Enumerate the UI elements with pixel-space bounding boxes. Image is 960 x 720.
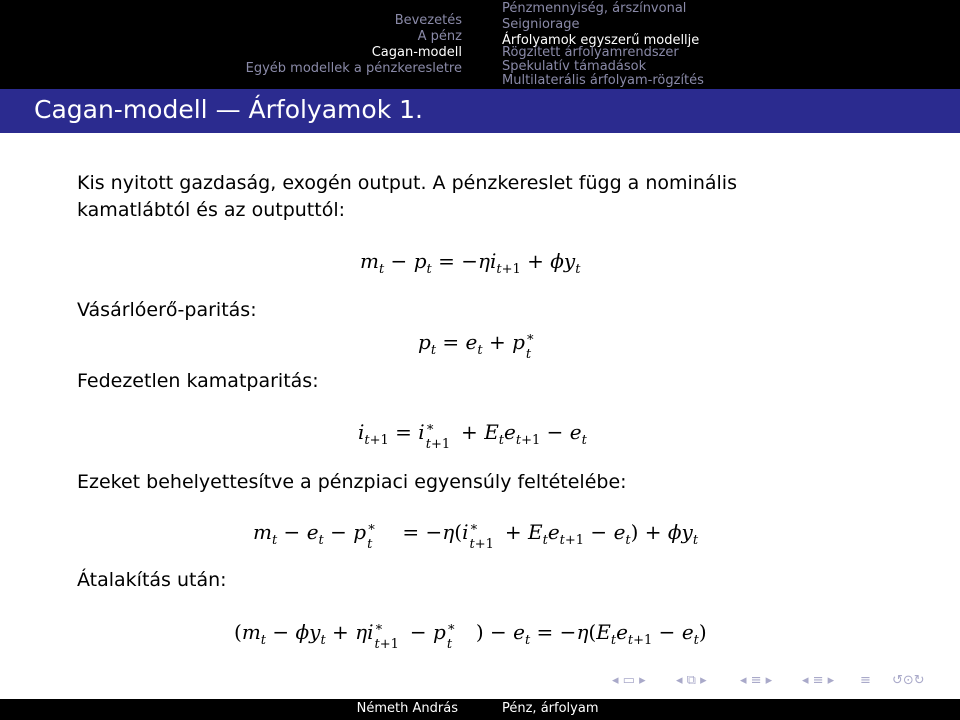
- top-navigation: [0, 0, 960, 89]
- footer-title: Pénz, árfolyam: [502, 701, 599, 716]
- nav-appendix-icon[interactable]: ≡: [860, 673, 871, 688]
- nav-section-bevezetes[interactable]: Bevezetés: [394, 13, 462, 28]
- search-icon[interactable]: ↺⊙↻: [892, 673, 925, 688]
- intro-line-1: Kis nyitott gazdaság, exogén output. A pénzkereslet függ a nominális: [77, 172, 737, 194]
- nav-subsection-arfolyamok[interactable]: Árfolyamok egyszerű modellje: [502, 33, 700, 48]
- uip-equation: $i_{t+1} = i$ ∗ t+1 + $E_te_{t+1} - e_t$: [358, 420, 587, 452]
- subsection-list: [502, 0, 960, 89]
- nav-subsection-seigniorage[interactable]: Seigniorage: [502, 17, 580, 32]
- page-title: Cagan-modell — Árfolyamok 1.: [34, 95, 423, 124]
- substituted-equation: $m_t - e_t - p$ ∗ t = −η(i ∗ t+1 + $E_te_{t+1} - e_t) + \phi y_t$: [253, 520, 699, 552]
- footer-author: Németh András: [356, 701, 458, 716]
- after-transformation-label: Átalakítás után:: [77, 569, 227, 591]
- section-list: [0, 0, 480, 89]
- nav-section-cagan-modell[interactable]: Cagan-modell: [371, 45, 462, 60]
- uip-label: Fedezetlen kamatparitás:: [77, 370, 319, 392]
- nav-subsection-rogzitett[interactable]: Rögzített árfolyamrendszer: [502, 45, 679, 60]
- navigation-symbols: [612, 673, 932, 693]
- frame-title-bar: [0, 89, 960, 133]
- nav-subsection-icon[interactable]: ◂ ≡ ▸: [740, 673, 773, 688]
- nav-subsection-spekulativ[interactable]: Spekulatív támadások: [502, 59, 647, 74]
- nav-section-egyeb-modellek[interactable]: Egyéb modellek a pénzkeresletre: [245, 61, 462, 76]
- nav-frame-right-icon[interactable]: ◂ ⧉ ▸: [676, 673, 707, 688]
- footer: [0, 699, 960, 720]
- nav-section-icon[interactable]: ◂ ≡ ▸: [802, 673, 835, 688]
- money-demand-equation: $m_t - p_t = -\eta i_{t+1} + \phi y_t$: [360, 249, 581, 277]
- nav-section-a-penz[interactable]: A pénz: [417, 29, 462, 44]
- ppp-label: Vásárlóerő-paritás:: [77, 299, 257, 321]
- nav-subsection-multilateralis[interactable]: Multilaterális árfolyam-rögzítés: [502, 73, 704, 88]
- intro-line-2: kamatlábtól és az outputtól:: [77, 199, 345, 221]
- substitution-line: Ezeket behelyettesítve a pénzpiaci egyensúly feltételébe:: [77, 471, 627, 493]
- ppp-equation: $p_t = e_t + p$ ∗ t: [418, 330, 535, 362]
- transformed-equation: ($m_t - \phi y_t + \eta i$ ∗ t+1 − p ∗ t ) − $e_t = -\eta(E_te_{t+1} - e_t)$: [234, 620, 707, 652]
- nav-subsection-penzmennyiseg[interactable]: Pénzmennyiség, árszínvonal: [502, 1, 687, 16]
- nav-frame-left-icon[interactable]: ◂ ▭ ▸: [612, 673, 646, 688]
